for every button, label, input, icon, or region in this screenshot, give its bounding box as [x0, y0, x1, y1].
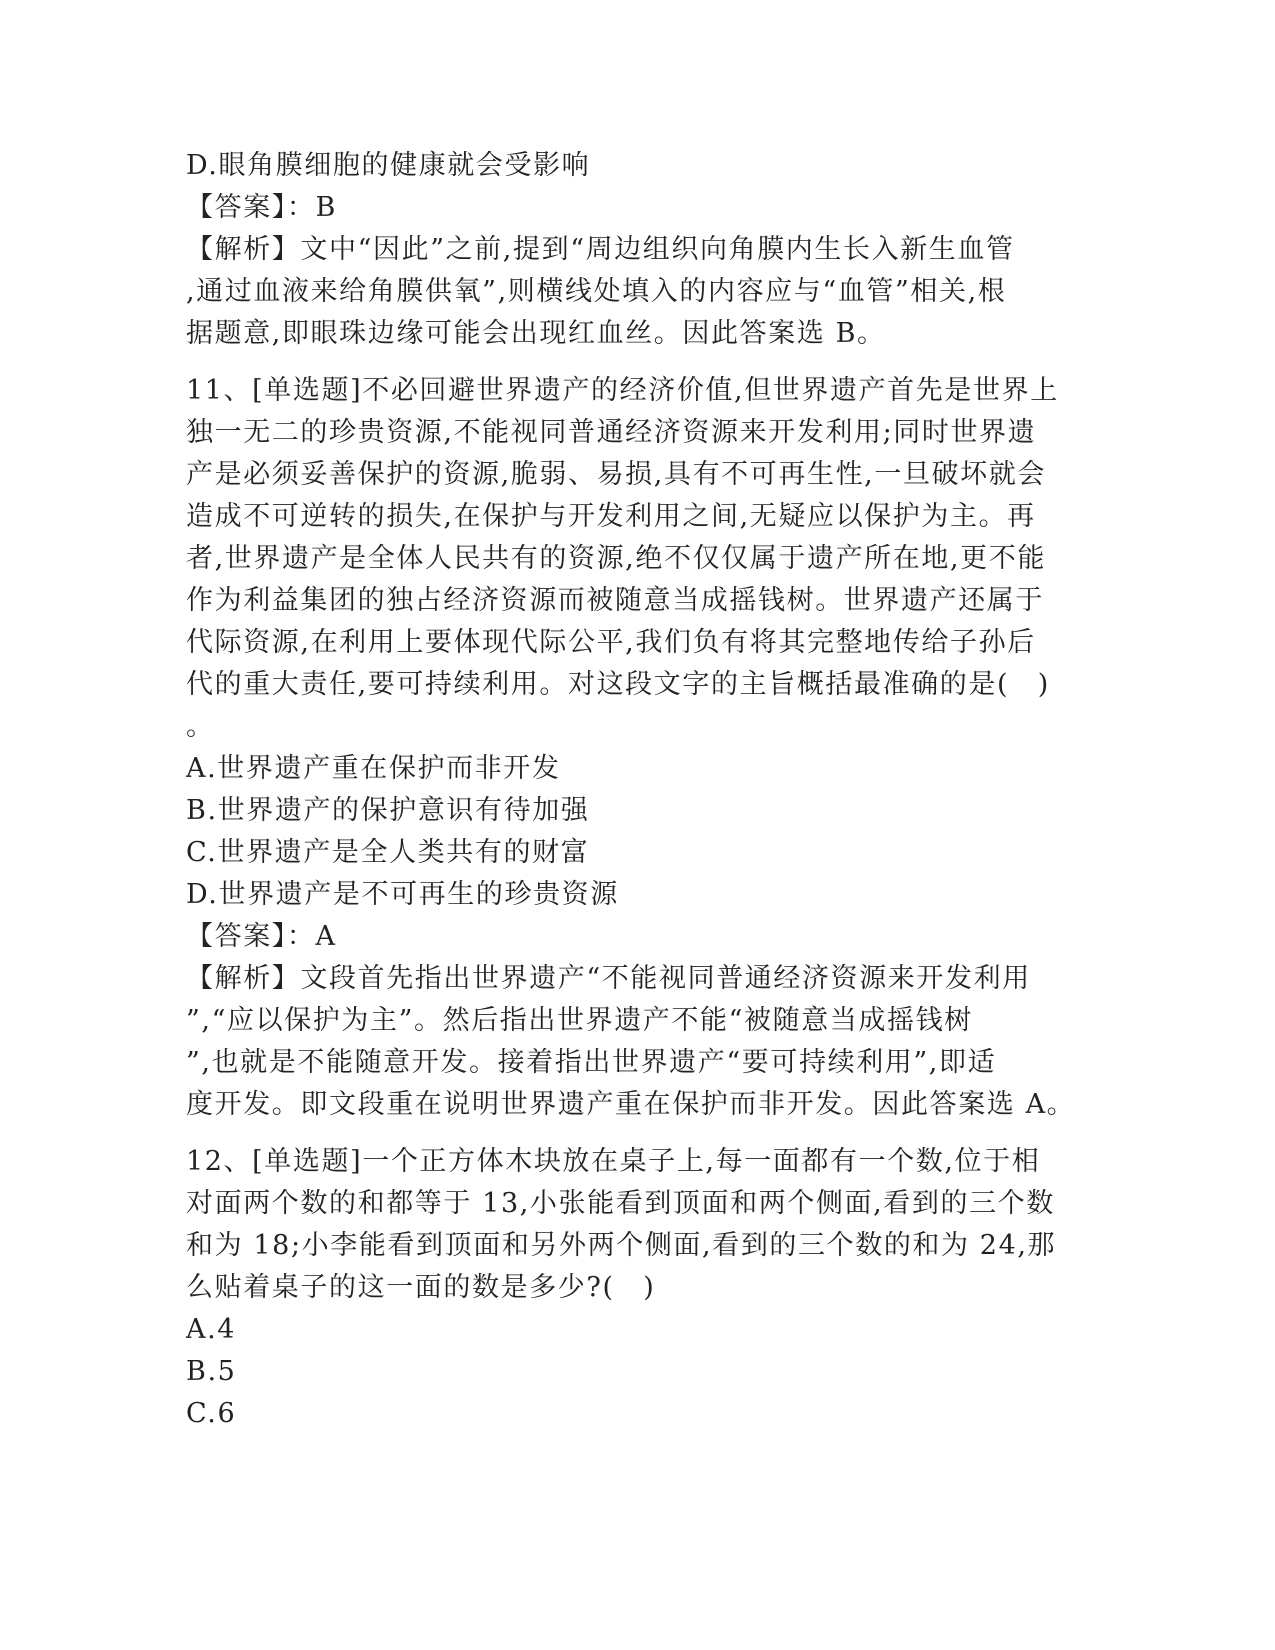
question-stem-line: 12、[单选题]一个正方体木块放在桌子上,每一面都有一个数,位于相	[186, 1146, 1041, 1177]
analysis-line: 据题意,即眼珠边缘可能会出现红血丝。因此答案选 B。	[186, 318, 886, 349]
question-stem-line: 作为利益集团的独占经济资源而被随意当成摇钱树。世界遗产还属于	[186, 585, 1044, 616]
option-c: C.6	[186, 1398, 237, 1429]
option-b: B.世界遗产的保护意识有待加强	[186, 795, 590, 826]
page-content	[186, 145, 1076, 1435]
question-stem-line: 产是必须妥善保护的资源,脆弱、易损,具有不可再生性,一旦破坏就会	[186, 459, 1046, 490]
answer-line: 【答案】：B	[186, 192, 337, 223]
question-stem-line: 对面两个数的和都等于 13,小张能看到顶面和两个侧面,看到的三个数	[186, 1188, 1055, 1219]
question-stem-line: 代际资源,在利用上要体现代际公平,我们负有将其完整地传给子孙后	[186, 627, 1036, 658]
option-a: A.世界遗产重在保护而非开发	[186, 753, 561, 784]
option-c: C.世界遗产是全人类共有的财富	[186, 837, 590, 868]
option-d: D.眼角膜细胞的健康就会受影响	[186, 150, 591, 181]
analysis-line: ”,“应以保护为主”。然后指出世界遗产不能“被随意当成摇钱树	[186, 1005, 973, 1036]
question-stem-line: 代的重大责任,要可持续利用。对这段文字的主旨概括最准确的是( )	[186, 669, 1050, 700]
question-stem-line: 独一无二的珍贵资源,不能视同普通经济资源来开发利用;同时世界遗	[186, 417, 1037, 448]
analysis-line: 【解析】文段首先指出世界遗产“不能视同普通经济资源来开发利用	[186, 963, 1031, 994]
answer-line: 【答案】：A	[186, 921, 337, 952]
question-stem-line: 么贴着桌子的这一面的数是多少?( )	[186, 1272, 656, 1303]
question-12	[186, 1141, 1076, 1435]
previous-question-tail	[186, 145, 1076, 355]
question-11	[186, 370, 1076, 1126]
option-d: D.世界遗产是不可再生的珍贵资源	[186, 879, 619, 910]
question-stem-line: 。	[186, 711, 215, 742]
analysis-line: 度开发。即文段重在说明世界遗产重在保护而非开发。因此答案选 A。	[186, 1089, 1076, 1120]
option-a: A.4	[186, 1314, 237, 1345]
analysis-line: 【解析】文中“因此”之前,提到“周边组织向角膜内生长入新生血管	[186, 234, 1015, 265]
question-stem-line: 和为 18;小李能看到顶面和另外两个侧面,看到的三个数的和为 24,那	[186, 1230, 1057, 1261]
question-stem-line: 11、[单选题]不必回避世界遗产的经济价值,但世界遗产首先是世界上	[186, 375, 1059, 406]
question-stem-line: 造成不可逆转的损失,在保护与开发利用之间,无疑应以保护为主。再	[186, 501, 1036, 532]
analysis-line: ,通过血液来给角膜供氧”,则横线处填入的内容应与“血管”相关,根	[186, 276, 1007, 307]
analysis-line: ”,也就是不能随意开发。接着指出世界遗产“要可持续利用”,即适	[186, 1047, 997, 1078]
option-b: B.5	[186, 1356, 237, 1387]
question-stem-line: 者,世界遗产是全体人民共有的资源,绝不仅仅属于遗产所在地,更不能	[186, 543, 1046, 574]
spacer	[186, 1126, 1076, 1141]
spacer	[186, 355, 1076, 370]
